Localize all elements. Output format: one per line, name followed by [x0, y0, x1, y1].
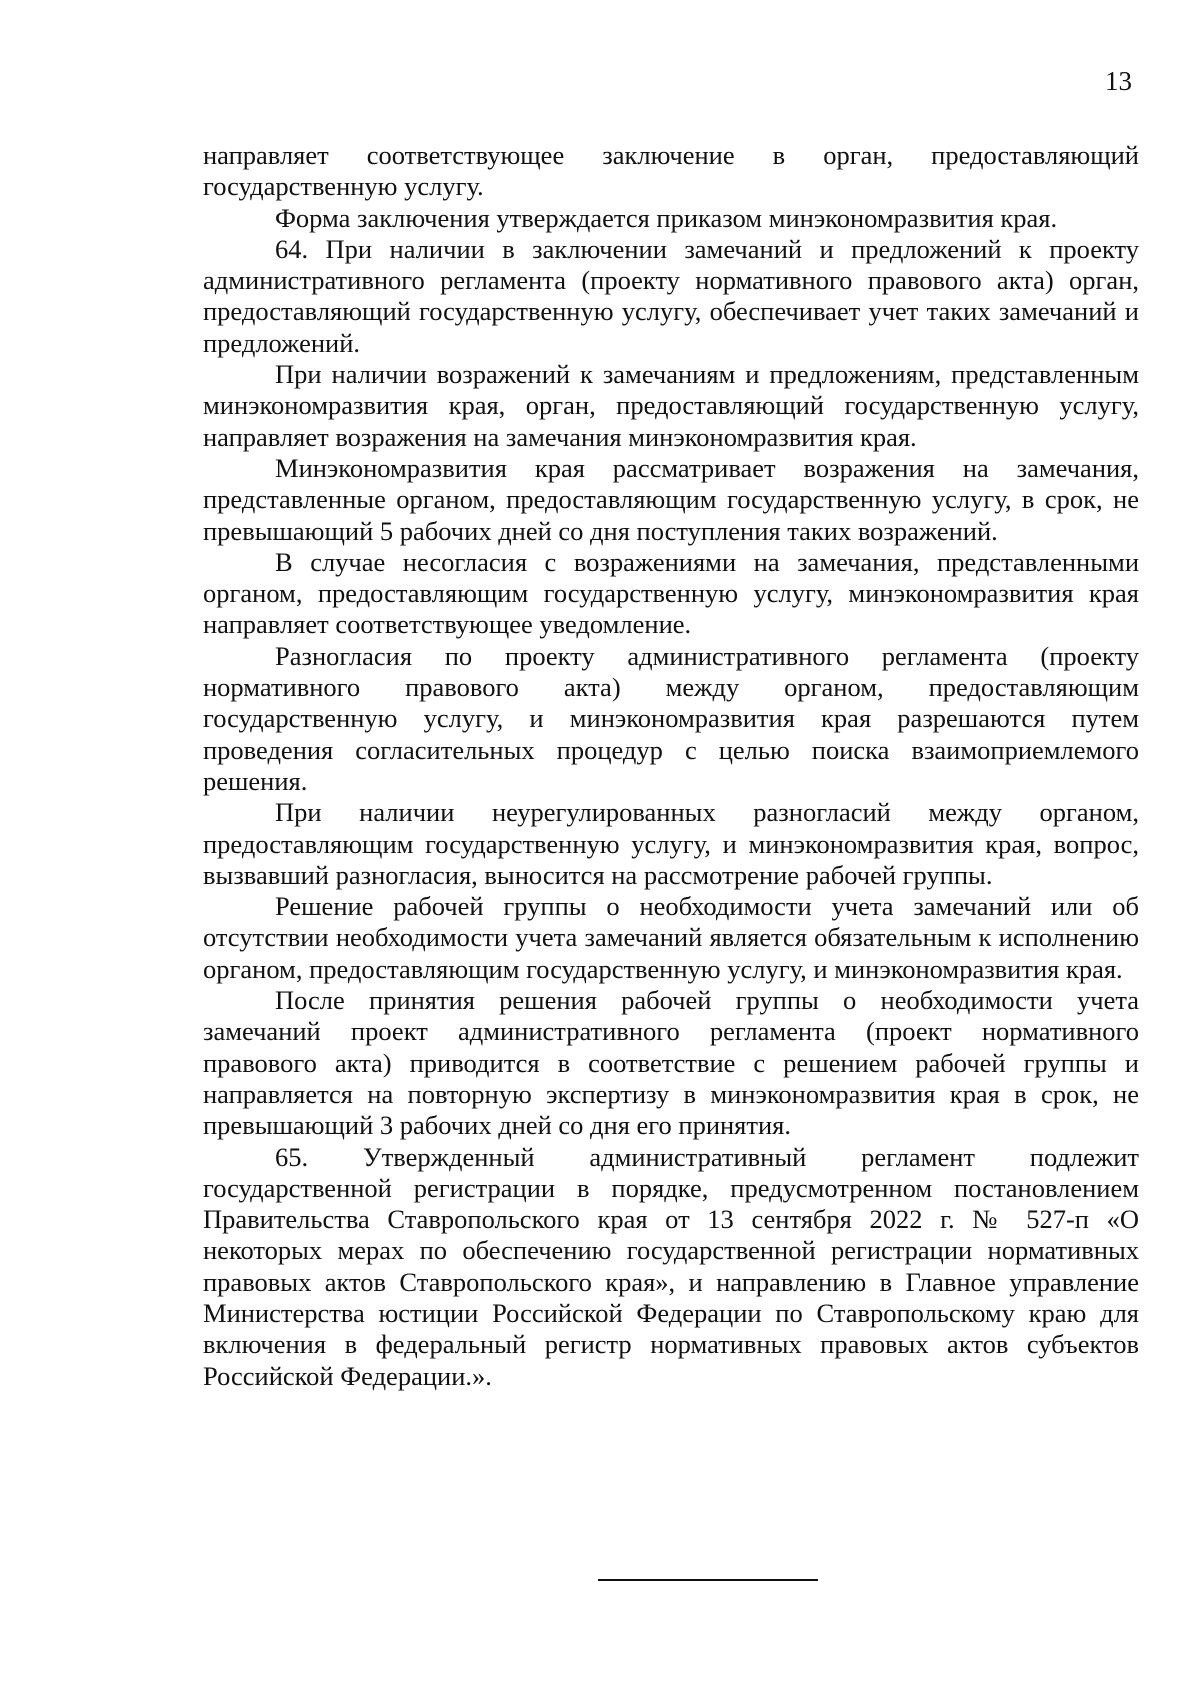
- paragraph-objections: При наличии возражений к замечаниям и предложениям, представленным минэкономразвития края, орган, предоставляющий государственную услугу, направляет возражения на замечания минэкономразвития края.: [203, 359, 1139, 452]
- paragraph-working-group-decision: Решение рабочей группы о необходимости учета замечаний или об отсутствии необходимости учета замечаний является обязательным к исполнению органом, предоставляющим государственную услугу, и минэкономразвития края.: [203, 891, 1139, 984]
- closing-divider: [598, 1579, 818, 1581]
- document-body: [203, 140, 1139, 1392]
- paragraph-repeat-expertise: После принятия решения рабочей группы о необходимости учета замечаний проект административного регламента (проект нормативного правового акта) приводится в соответствие с решением рабочей группы и направляется на повторную экспертизу в минэкономразвития края в срок, не превышающий 3 рабочих дней со дня его принятия.: [203, 985, 1139, 1141]
- paragraph-conciliation: Разногласия по проекту административного регламента (проекту нормативного правового акта) между органом, предоставляющим государственную услугу, и минэкономразвития края разрешаются путем проведения согласительных процедур с целью поиска взаимоприемлемого решения.: [203, 640, 1139, 796]
- page-number: 13: [1105, 66, 1132, 96]
- paragraph-disagreement-notice: В случае несогласия с возражениями на замечания, представленными органом, предоставляющим государственную услугу, минэкономразвития края направляет соответствующее уведомление.: [203, 546, 1139, 640]
- paragraph-continuation: направляет соответствующее заключение в орган, предоставляющий государственную услугу.: [203, 140, 1139, 202]
- paragraph-item-65: 65. Утвержденный административный регламент подлежит государственной регистрации в порядке, предусмотренном постановлением Правительства Ставропольского края от 13 сентября 2022 г. № 527-п «О некоторых мерах по обеспечению государственной регистрации нормативных правовых актов Ставропольского края», и направлению в Главное управление Министерства юстиции Российской Федерации по Ставропольскому краю для включения в федеральный регистр нормативных правовых актов субъектов Российской Федерации.».: [203, 1141, 1139, 1391]
- paragraph-item-64: 64. При наличии в заключении замечаний и предложений к проекту административного регламента (проекту нормативного правового акта) орган, предоставляющий государственную услугу, обеспечивает учет таких замечаний и предложений.: [203, 233, 1139, 358]
- paragraph-working-group-referral: При наличии неурегулированных разногласий между органом, предоставляющим государственную услугу, и минэкономразвития края, вопрос, вызвавший разногласия, выносится на рассмотрение рабочей группы.: [203, 797, 1139, 890]
- paragraph-form-approval: Форма заключения утверждается приказом минэкономразвития края.: [275, 202, 1058, 233]
- paragraph-objections-review: Минэкономразвития края рассматривает возражения на замечания, представленные органом, предоставляющим государственную услугу, в срок, не превышающий 5 рабочих дней со дня поступления таких возражений.: [203, 452, 1139, 546]
